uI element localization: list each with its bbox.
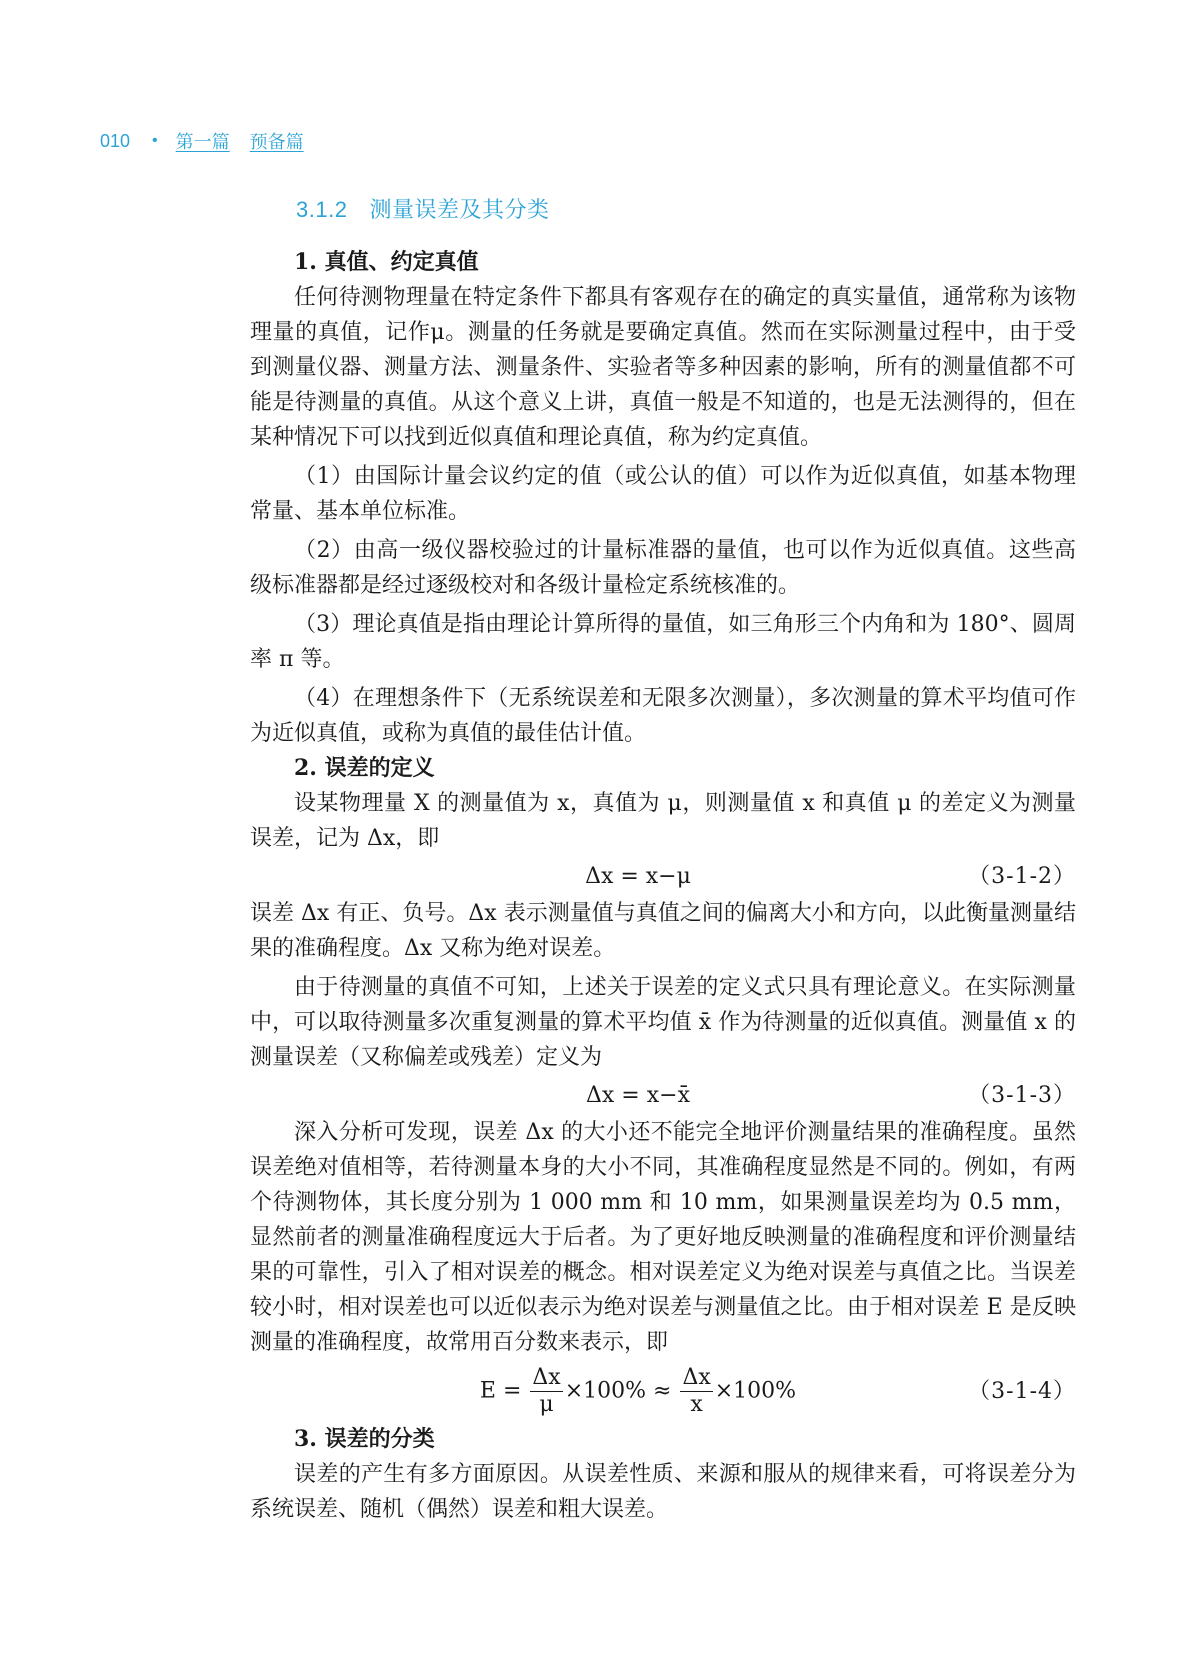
page-number: 010 [100,130,131,151]
section-number: 3.1.2 [296,197,348,222]
page-body [250,192,1076,1527]
fraction: $\frac{\Delta x}{x}$ [682,1364,711,1417]
paragraph: 误差 Δx 有正、负号。Δx 表示测量值与真值之间的偏离大小和方向，以此衡量测量结果的准确程度。Δx 又称为绝对误差。 [250,901,1076,961]
subheading-1: 1. 真值、约定真值 [294,249,479,275]
fraction: $\frac{\Delta x}{\mu}$ [532,1364,561,1417]
list-item: （3）理论真值是指由理论计算所得的量值，如三角形三个内角和为 180°、圆周率 π 等。 [250,612,1076,672]
list-item: （4）在理想条件下（无系统误差和无限多次测量），多次测量的算术平均值可作为近似真值，或称为真值的最佳估计值。 [250,686,1076,746]
equation-number: （3-1-4） [968,1378,1076,1404]
equation-3-1-3 [250,1075,1076,1115]
list-item: （1）由国际计量会议约定的值（或公认的值）可以作为近似真值，如基本物理常量、基本单位标准。 [250,464,1076,524]
equation-number: （3-1-2） [968,863,1076,889]
equation-3-1-2 [250,856,1076,896]
list-item: （2）由高一级仪器校验过的计量标准器的量值，也可以作为近似真值。这些高级标准器都是经过逐级校对和各级计量检定系统核准的。 [250,538,1076,598]
paragraph: 误差的产生有多方面原因。从误差性质、来源和服从的规律来看，可将误差分为系统误差、随机（偶然）误差和粗大误差。 [250,1462,1076,1522]
subheading-2: 2. 误差的定义 [294,755,435,781]
part-title: 第一篇 预备篇 [175,132,304,152]
subheading-3: 3. 误差的分类 [294,1426,435,1452]
paragraph: 任何待测物理量在特定条件下都具有客观存在的确定的真实量值，通常称为该物理量的真值，记作μ。测量的任务就是要确定真值。然而在实际测量过程中，由于受到测量仪器、测量方法、测量条件、实验者等多种因素的影响，所有的测量值都不可能是待测量的真值。从这个意义上讲，真值一般是不知道的，也是无法测得的，但在某种情况下可以找到近似真值和理论真值，称为约定真值。 [250,285,1076,450]
section-heading: 测量误差及其分类 [369,197,550,222]
equation-expression: Δx = x−x̄ [586,1082,690,1108]
equation-expression: Δx = x−μ [585,863,691,889]
equation-expression: E = $\frac{\Delta x}{\mu}$ ×100% ≈ $\frac{\Delta x}{x}$ ×100% [479,1364,797,1417]
paragraph: 深入分析可发现，误差 Δx 的大小还不能完全地评价测量结果的准确程度。虽然误差绝对值相等，若待测量本身的大小不同，其准确程度显然是不同的。例如，有两个待测物体，其长度分别为 1 000 mm 和 10 mm，如果测量误差均为 0.5 mm，显然前者的测量准确程度远大于后者。为了更好地反映测量的准确程度和评价测量结果的可靠性，引入了相对误差的概念。相对误差定义为绝对误差与真值之比。当误差较小时，相对误差也可以近似表示为绝对误差与测量值之比。由于相对误差 E 是反映测量的准确程度，故常用百分数来表示，即 [250,1120,1076,1355]
paragraph: 由于待测量的真值不可知，上述关于误差的定义式只具有理论意义。在实际测量中，可以取待测量多次重复测量的算术平均值 x̄ 作为待测量的近似真值。测量值 x 的测量误差（又称偏差或残差）定义为 [250,975,1076,1070]
section-title [296,192,1076,227]
paragraph: 设某物理量 X 的测量值为 x，真值为 μ，则测量值 x 和真值 μ 的差定义为测量误差，记为 Δx，即 [250,791,1076,851]
equation-3-1-4 [250,1360,1076,1422]
running-header [100,128,304,154]
bullet-icon: • [152,132,158,149]
equation-number: （3-1-3） [968,1082,1076,1108]
